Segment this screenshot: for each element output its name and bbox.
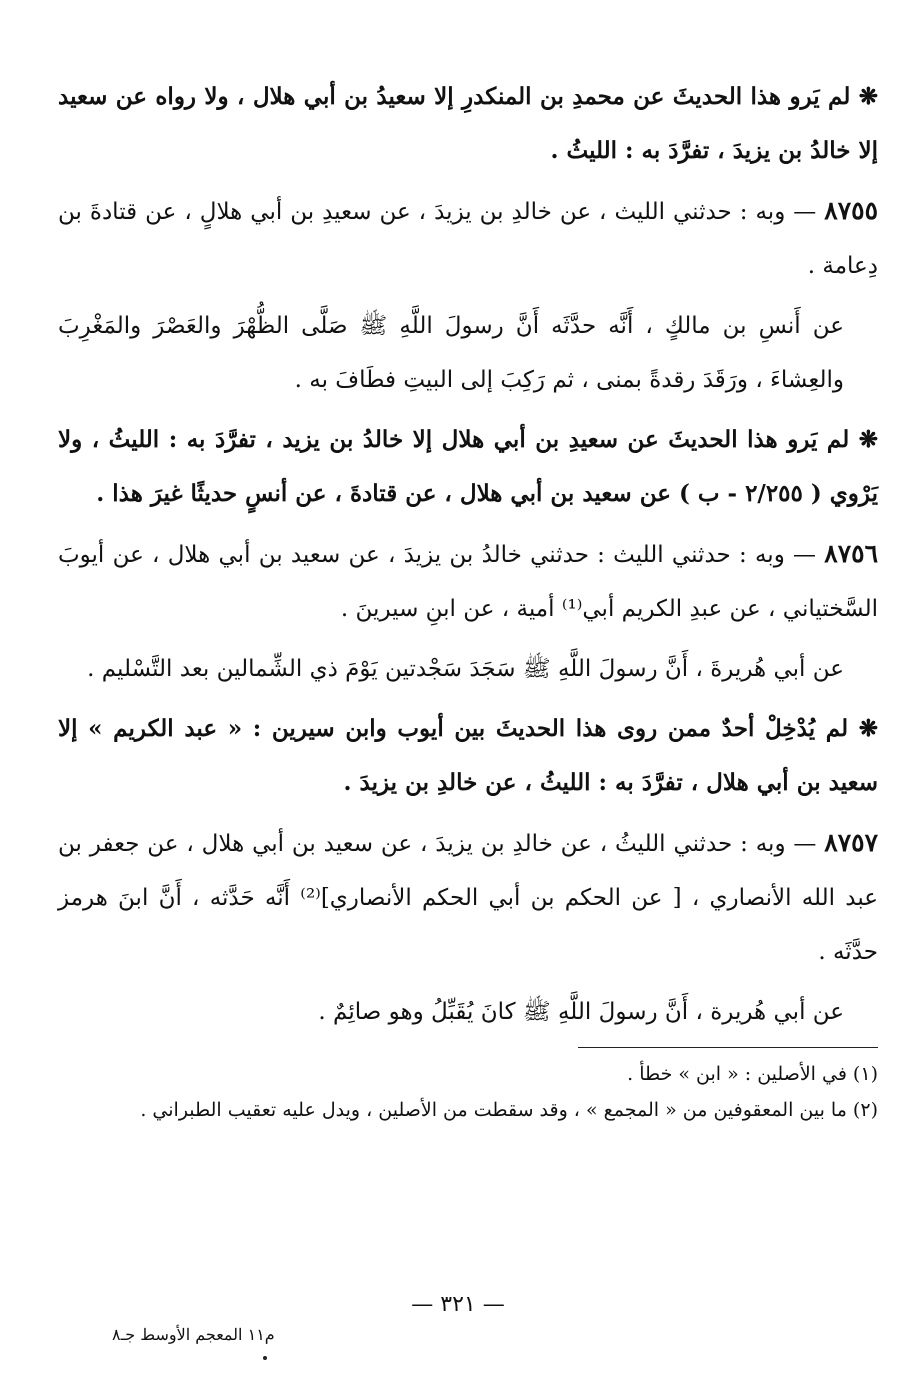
commentary-paragraph-1: ❋ لم يَرو هذا الحديثَ عن محمدِ بن المنكدرِ إلا سعيدُ بن أبي هلال ، ولا رواه عن سعيد إلا خالدُ بن يزيدَ ، تفرَّدَ به : الليثُ .	[58, 83, 878, 164]
commentary-paragraph-3: ❋ لم يُدْخِلْ أحدٌ ممن روى هذا الحديثَ بين أيوب وابن سيرين : « عبد الكريم » إلا سعيد بن أبي هلال ، تفرَّدَ به : الليثُ ، عن خالدِ بن يزيدَ .	[58, 715, 878, 796]
volume-signature: م١١ المعجم الأوسط جـ٨	[112, 1325, 275, 1344]
page-body	[58, 70, 878, 1128]
hadith-number-8757: ٨٧٥٧	[824, 828, 878, 857]
hadith-8757-chain-text: — وبه : حدثني الليثُ ، عن خالدِ بن يزيدَ ، عن سعيد بن أبي هلال ، عن جعفر بن عبد الله الأنصاري ، [ عن الحكم بن أبي الحكم الأنصاري]⁽²⁾ أَنَّه حَدَّثه ، أَنَّ ابنَ هرمز حدَّثَه .	[58, 831, 878, 965]
hadith-8755-chain-text: — وبه : حدثني الليث ، عن خالدِ بن يزيدَ ، عن سعيدِ بن أبي هلالٍ ، عن قتادةَ بن دِعامة .	[58, 199, 878, 279]
hadith-8756-chain	[58, 527, 878, 636]
footnote-divider	[578, 1047, 878, 1048]
page-number: — ٣٢١ —	[411, 1292, 505, 1317]
commentary-paragraph-2: ❋ لم يَرو هذا الحديثَ عن سعيدِ بن أبي هلال إلا خالدُ بن يزيد ، تفرَّدَ به : الليثُ ، ولا يَرْوي ( ٢/٢٥٥ - ب ) عن سعيد بن أبي هلال ، عن قتادةَ ، عن أنسٍ حديثًا غيرَ هذا .	[58, 426, 878, 507]
hadith-number-8755: ٨٧٥٥	[824, 196, 878, 225]
hadith-8756-chain-text: — وبه : حدثني الليث : حدثني خالدُ بن يزيدَ ، عن سعيد بن أبي هلال ، عن أيوبَ السَّختياني ، عن عبدِ الكريم أبي⁽¹⁾ أمية ، عن ابنِ سيرينَ .	[58, 542, 878, 622]
hadith-8757-text: عن أبي هُريرة ، أَنَّ رسولَ اللَّهِ ﷺ كانَ يُقَبِّلُ وهو صائِمٌ .	[318, 999, 844, 1025]
hadith-8755-text: عن أَنسِ بن مالكٍ ، أَنَّه حدَّثَه أَنَّ رسولَ اللَّهِ ﷺ صَلَّى الظُّهْرَ والعَصْرَ والمَغْرِبَ والعِشاءَ ، ورَقَدَ رقدةً بمنى ، ثم رَكِبَ إلى البيتِ فطَافَ به .	[58, 313, 844, 393]
footnote-2: (٢) ما بين المعقوفين من « المجمع » ، وقد سقطت من الأصلين ، ويدل عليه تعقيب الطبراني .	[140, 1099, 878, 1121]
print-dot	[263, 1356, 267, 1360]
hadith-8756-text: عن أبي هُريرةَ ، أَنَّ رسولَ اللَّهِ ﷺ سَجَدَ سَجْدتين يَوْمَ ذي الشِّمالين بعد التَّسْليم .	[87, 656, 844, 682]
hadith-8755-chain	[58, 184, 878, 293]
hadith-8757-chain	[58, 816, 878, 979]
footnote-1: (١) في الأصلين : « ابن » خطأ .	[627, 1063, 878, 1085]
hadith-number-8756: ٨٧٥٦	[824, 539, 878, 568]
